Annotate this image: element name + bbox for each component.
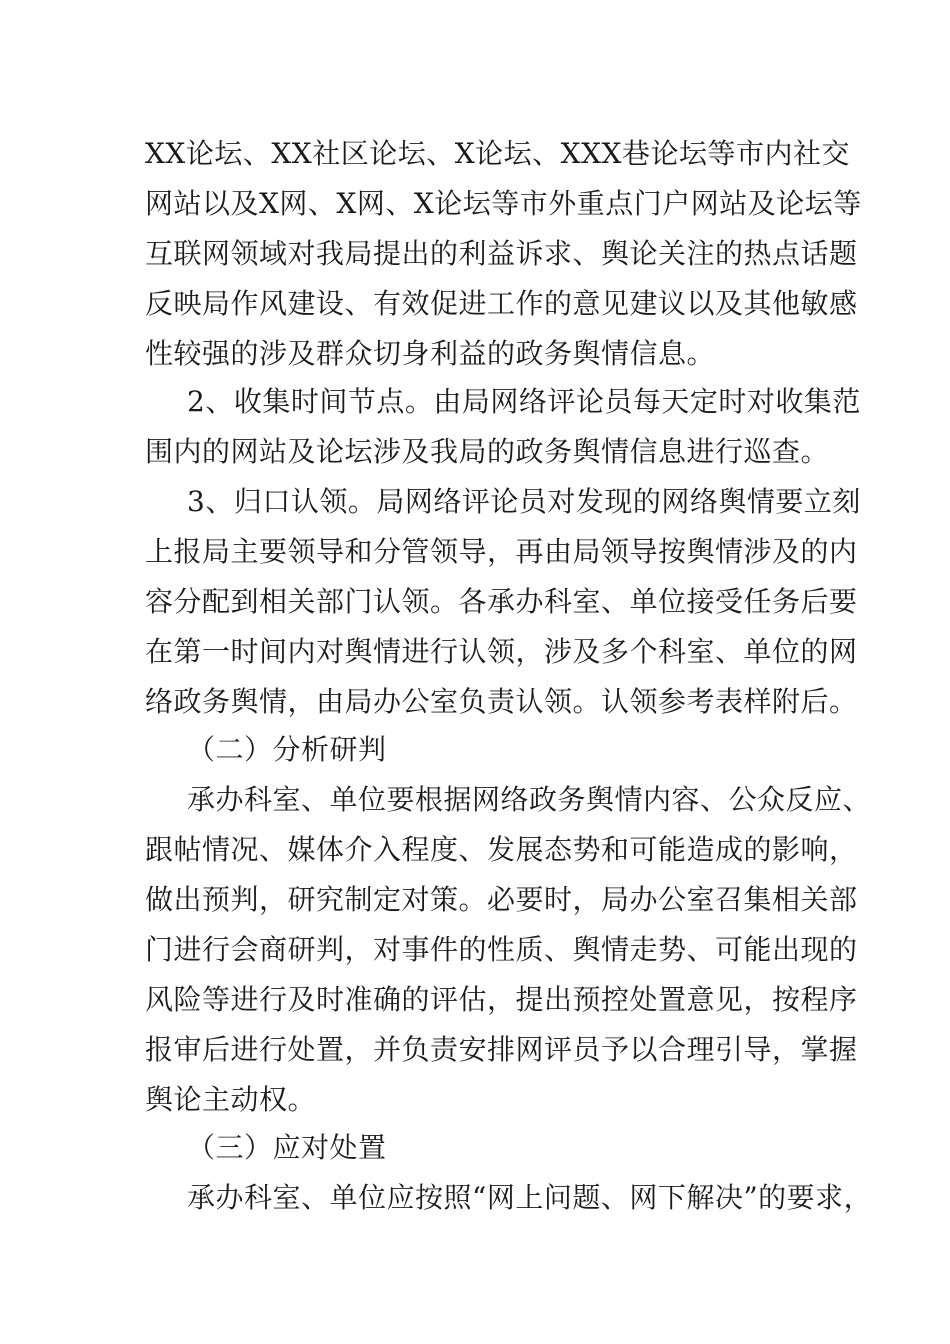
response-line-1: 承办科室、单位应按照“网上问题、网下解决”的要求， <box>187 1181 873 1214</box>
paragraph-line-2: 网站以及X网、X网、X论坛等市外重点门户网站及论坛等 <box>145 187 862 220</box>
analysis-line-3: 做出预判，研究制定对策。必要时，局办公室召集相关部 <box>145 883 858 916</box>
analysis-line-1: 承办科室、单位要根据网络政务舆情内容、公众反应、 <box>187 783 872 816</box>
paragraph-line-5: 性较强的涉及群众切身利益的政务舆情信息。 <box>145 337 716 370</box>
section-heading-response: （三）应对处置 <box>187 1131 387 1164</box>
analysis-line-5: 风险等进行及时准确的评估，提出预控处置意见，按程序 <box>145 983 858 1016</box>
analysis-line-7: 舆论主动权。 <box>145 1083 317 1116</box>
section-heading-analysis: （二）分析研判 <box>187 733 387 766</box>
paragraph-line-4: 反映局作风建设、有效促进工作的意见建议以及其他敏感 <box>145 287 858 320</box>
paragraph-line-1: XX论坛、XX社区论坛、X论坛、XXX巷论坛等市内社交 <box>145 137 850 170</box>
analysis-line-6: 报审后进行处置，并负责安排网评员予以合理引导，掌握 <box>145 1033 858 1066</box>
item-3-line-5: 络政务舆情，由局办公室负责认领。认领参考表样附后。 <box>145 685 858 718</box>
item-2-line-1: 2、收集时间节点。由局网络评论员每天定时对收集范 <box>187 385 861 418</box>
analysis-line-4: 门进行会商研判，对事件的性质、舆情走势、可能出现的 <box>145 933 858 966</box>
item-3-line-3: 容分配到相关部门认领。各承办科室、单位接受任务后要 <box>145 585 858 618</box>
item-3-line-2: 上报局主要领导和分管领导，再由局领导按舆情涉及的内 <box>145 535 858 568</box>
analysis-line-2: 跟帖情况、媒体介入程度、发展态势和可能造成的影响， <box>145 833 858 866</box>
paragraph-line-3: 互联网领域对我局提出的利益诉求、舆论关注的热点话题 <box>145 237 858 270</box>
item-3-line-1: 3、归口认领。局网络评论员对发现的网络舆情要立刻 <box>187 485 861 518</box>
item-3-line-4: 在第一时间内对舆情进行认领，涉及多个科室、单位的网 <box>145 635 858 668</box>
item-2-line-2: 围内的网站及论坛涉及我局的政务舆情信息进行巡查。 <box>145 435 830 468</box>
